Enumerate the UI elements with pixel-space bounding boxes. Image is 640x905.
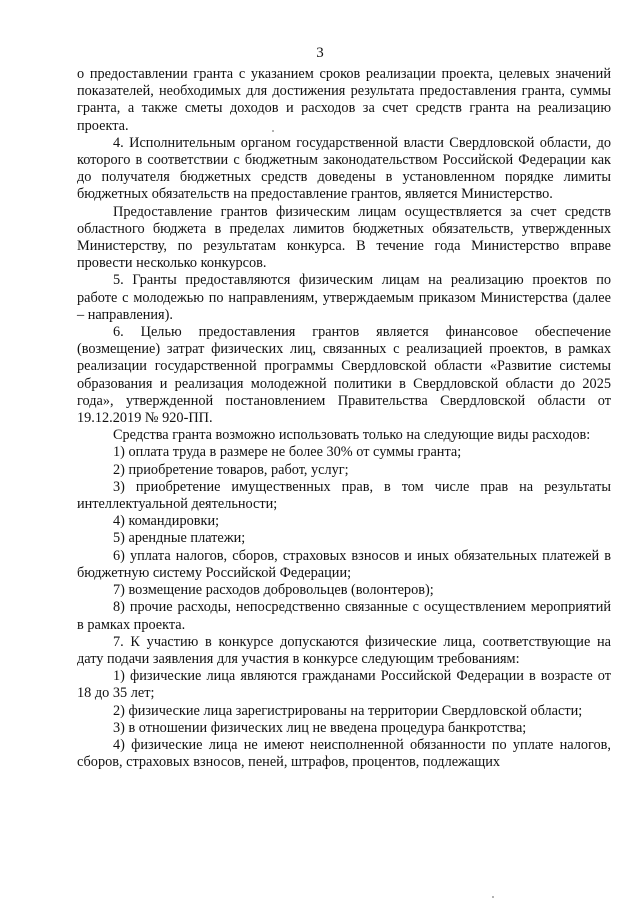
paragraph: 4) физические лица не имеют неисполненной обязанности по уплате налогов, сборов, страховых взносов, пеней, штрафов, процентов, подлежащих (77, 736, 611, 771)
paragraph: 5. Гранты предоставляются физическим лицам на реализацию проектов по работе с молодежью по направлениям, утверждаемым приказом Министерства (далее – направления). (77, 272, 611, 323)
paragraph: 7) возмещение расходов добровольцев (волонтеров); (113, 582, 434, 599)
paragraph: 7. К участию в конкурсе допускаются физические лица, соответствующие на дату подачи заявления для участия в конкурсе следующим требованиям: (77, 633, 611, 667)
paragraph: 2) физические лица зарегистрированы на территории Свердловской области; (113, 702, 583, 719)
paragraph: 1) физические лица являются гражданами Российской Федерации в возрасте от 18 до 35 лет; (77, 668, 611, 702)
document-body (77, 66, 611, 771)
paragraph: Средства гранта возможно использовать только на следующие виды расходов: (113, 427, 591, 444)
paragraph: 1) оплата труда в размере не более 30% от суммы гранта; (113, 444, 462, 461)
paragraph: 4. Исполнительным органом государственной власти Свердловской области, до которого в соответствии с бюджетным законодательством Российской Федерации как до получателя бюджетных средств доведены в установленном порядке лимиты бюджетных обязательств на предоставление грантов, является Министерство. (77, 134, 611, 203)
scan-artifact-dot (492, 896, 494, 898)
paragraph: 4) командировки; (113, 513, 220, 530)
scan-artifact-dot (272, 130, 274, 132)
paragraph: 6. Целью предоставления грантов является финансовое обеспечение (возмещение) затрат физических лиц, связанных с реализацией проектов, в рамках реализации государственной программы Свердловской области «Развитие системы образования и реализация молодежной политики в Свердловской области до 2025 года», утвержденной постановлением Правительства Свердловской области от 19.12.2019 № 920-ПП. (77, 324, 611, 427)
paragraph: 6) уплата налогов, сборов, страховых взносов и иных обязательных платежей в бюджетную систему Российской Федерации; (77, 547, 611, 581)
paragraph: 3) в отношении физических лиц не введена процедура банкротства; (113, 719, 527, 736)
paragraph: 3) приобретение имущественных прав, в том числе прав на результаты интеллектуальной деятельности; (77, 478, 611, 513)
paragraph: 2) приобретение товаров, работ, услуг; (113, 461, 349, 478)
page-number: 3 (316, 45, 324, 61)
paragraph: Предоставление грантов физическим лицам осуществляется за счет средств областного бюджета в пределах лимитов бюджетных обязательств, утвержденных Министерству, по результатам конкурса. В течение года Министерство вправе провести несколько конкурсов. (77, 203, 611, 272)
paragraph: 5) арендные платежи; (113, 530, 246, 547)
paragraph: о предоставлении гранта с указанием сроков реализации проекта, целевых значений показателей, необходимых для достижения результата предоставления гранта, суммы гранта, а также сметы доходов и расходов за счет средств гранта на реализацию проекта. (77, 66, 611, 134)
paragraph: 8) прочие расходы, непосредственно связанные с осуществлением мероприятий в рамках проекта. (77, 599, 611, 633)
